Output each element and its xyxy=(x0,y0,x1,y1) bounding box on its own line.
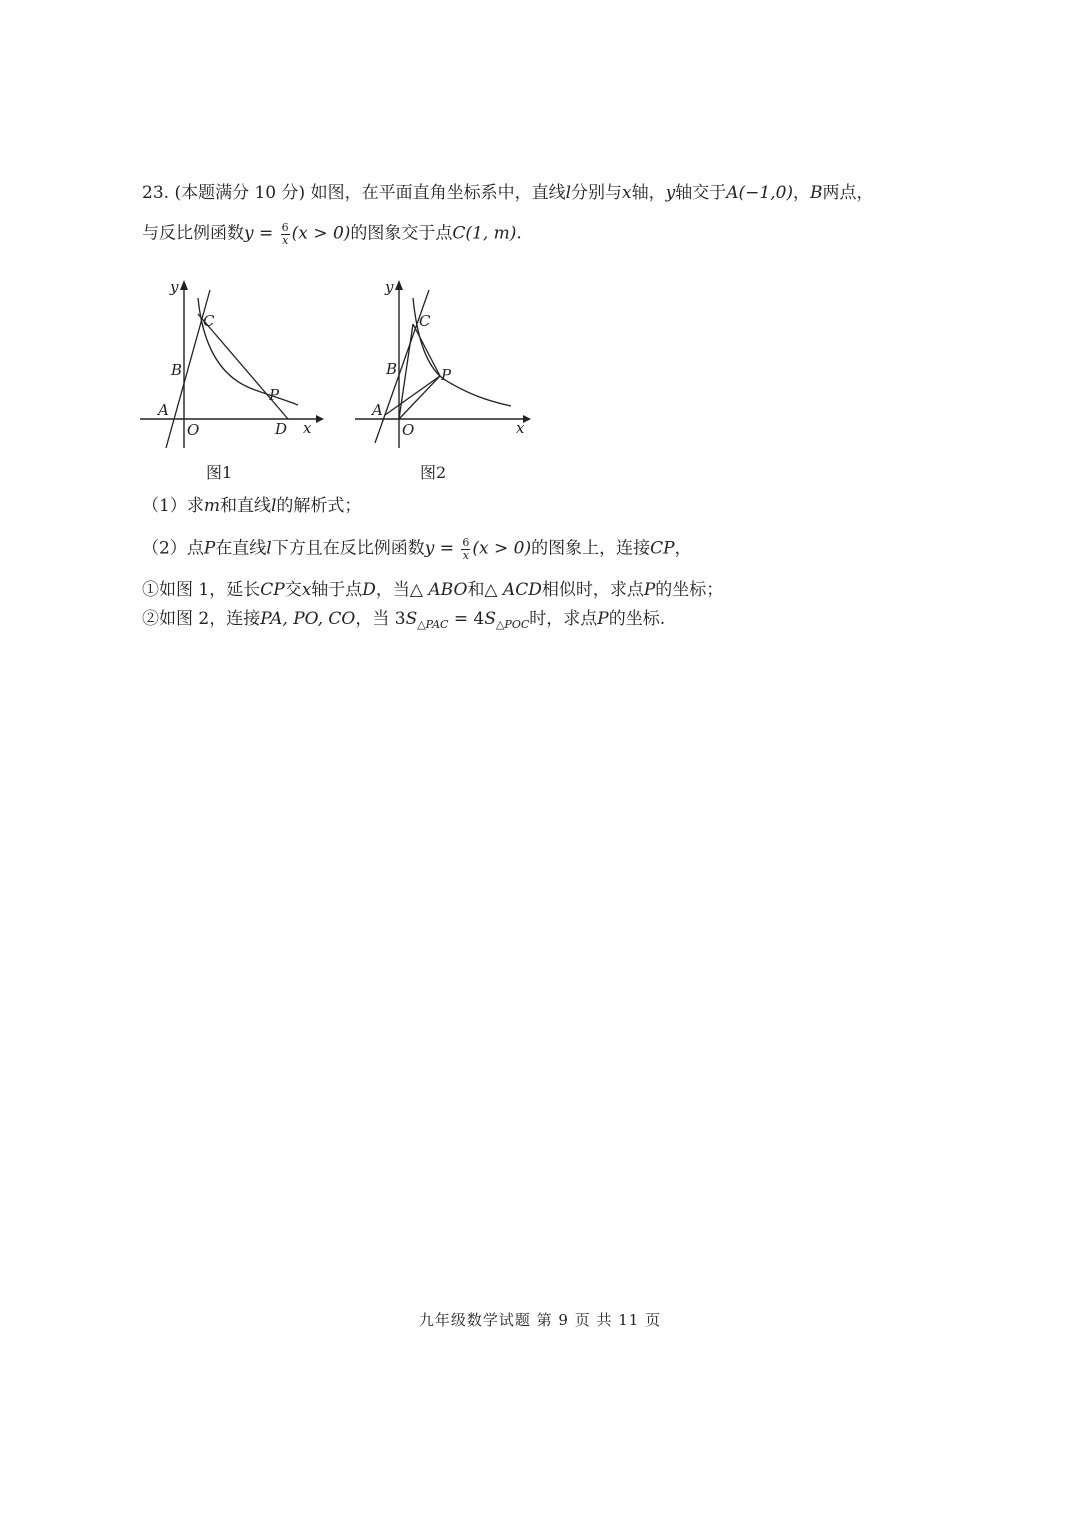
label-b: B xyxy=(171,361,183,379)
point-c: C(1, m) xyxy=(452,223,517,244)
part-text: 的图象上，连接 xyxy=(531,538,651,559)
figure-1-caption: 图1 xyxy=(206,463,233,482)
stem-text: . xyxy=(516,223,522,244)
problem-stem-line-1 xyxy=(142,185,874,202)
var-p: P xyxy=(597,609,609,629)
stem-text: 两点， xyxy=(822,183,874,203)
segment-pa xyxy=(385,376,440,415)
part-text: ， xyxy=(674,538,692,559)
area-s: S xyxy=(405,609,418,629)
func-lhs: y = xyxy=(424,538,454,559)
var-p: P xyxy=(203,538,216,559)
var-p: P xyxy=(643,580,656,600)
label-b: B xyxy=(386,360,398,378)
q-text: 时，求点 xyxy=(529,609,598,629)
area-subscript: △PAC xyxy=(417,618,449,631)
segments: PA, PO, CO xyxy=(260,609,356,629)
label-d: D xyxy=(275,420,288,438)
area-subscript: △POC xyxy=(495,618,530,631)
area-s: S xyxy=(484,609,496,629)
label-p: P xyxy=(441,366,452,384)
stem-text: 与反比例函数 xyxy=(142,223,244,244)
q-text: 和△ xyxy=(467,580,503,600)
fraction xyxy=(461,537,470,561)
part-text: （1）求 xyxy=(142,496,204,516)
frac-denominator: x xyxy=(462,548,469,562)
var-l: l xyxy=(565,183,572,203)
var-cp: CP xyxy=(650,538,675,559)
func-domain: (x > 0) xyxy=(472,538,532,559)
stem-text: ， xyxy=(793,183,811,203)
var-x: x xyxy=(301,580,312,600)
score-note: (本题满分 10 分) xyxy=(174,183,306,203)
point-b: B xyxy=(810,183,823,203)
var-m: m xyxy=(203,496,220,516)
q-text: 相似时，求点 xyxy=(541,580,644,600)
part-text: 下方且在反比例函数 xyxy=(271,538,425,559)
q-text: 的坐标. xyxy=(608,609,666,629)
part-text: 和直线 xyxy=(219,496,271,516)
problem-number: 23. xyxy=(142,183,170,203)
y-axis-arrow xyxy=(395,280,403,290)
var-d: D xyxy=(362,580,376,600)
stem-text: 的图象交于点 xyxy=(350,223,453,244)
label-o: O xyxy=(187,421,200,439)
figure-2-caption: 图2 xyxy=(420,463,447,482)
figure-2 xyxy=(355,278,540,448)
q-text: 轴于点 xyxy=(311,580,363,600)
label-a: A xyxy=(158,401,169,419)
figure-1 xyxy=(140,278,330,448)
part-text: 在直线 xyxy=(215,538,267,559)
stem-text: 如图，在平面直角坐标系中，直线 xyxy=(310,183,566,203)
fraction xyxy=(281,222,290,246)
func-lhs: y = xyxy=(244,223,274,244)
segment-po xyxy=(399,376,440,419)
triangle-acd: ACD xyxy=(502,580,542,600)
var-l: l xyxy=(266,538,272,559)
part-text: 的解析式； xyxy=(276,496,362,516)
triangle-abo: ABO xyxy=(428,580,468,600)
label-o: O xyxy=(402,421,415,439)
label-y: y xyxy=(170,278,179,296)
var-cp: CP xyxy=(260,580,285,600)
frac-numerator: 6 xyxy=(281,221,289,234)
label-x: x xyxy=(303,419,312,437)
frac-numerator: 6 xyxy=(462,536,470,549)
part-text: （2）点 xyxy=(142,538,204,559)
part-2 xyxy=(142,537,692,561)
stem-text: 轴， xyxy=(631,183,666,203)
y-axis-arrow xyxy=(180,280,188,290)
var-y: y xyxy=(665,183,676,203)
stem-text: 分别与 xyxy=(571,183,623,203)
stem-text: 轴交于 xyxy=(675,183,727,203)
q-text: ①如图 1，延长 xyxy=(142,580,261,600)
page-footer: 九年级数学试题 第 9 页 共 11 页 xyxy=(418,1311,662,1329)
part-1 xyxy=(142,498,361,515)
label-c: C xyxy=(203,312,215,330)
sub-question-2 xyxy=(142,611,665,630)
label-p: P xyxy=(269,386,280,404)
q-text: = 4 xyxy=(448,609,485,629)
q-text: 交 xyxy=(284,580,302,600)
label-a: A xyxy=(372,401,383,419)
label-c: C xyxy=(419,312,431,330)
sub-question-1 xyxy=(142,582,723,599)
label-y: y xyxy=(385,278,394,296)
segment-co xyxy=(399,324,413,419)
q-text: ②如图 2，连接 xyxy=(142,609,261,629)
q-text: ，当 3 xyxy=(355,609,406,629)
label-x: x xyxy=(516,419,525,437)
var-x: x xyxy=(622,183,632,203)
q-text: ，当△ xyxy=(375,580,429,600)
var-l: l xyxy=(270,496,277,516)
frac-denominator: x xyxy=(282,233,289,247)
func-domain: (x > 0) xyxy=(291,223,351,244)
segment-cp xyxy=(413,324,440,376)
x-axis-arrow xyxy=(316,415,324,423)
q-text: 的坐标； xyxy=(655,580,724,600)
problem-stem-line-2 xyxy=(142,222,522,246)
point-a: A(−1,0) xyxy=(726,183,794,203)
